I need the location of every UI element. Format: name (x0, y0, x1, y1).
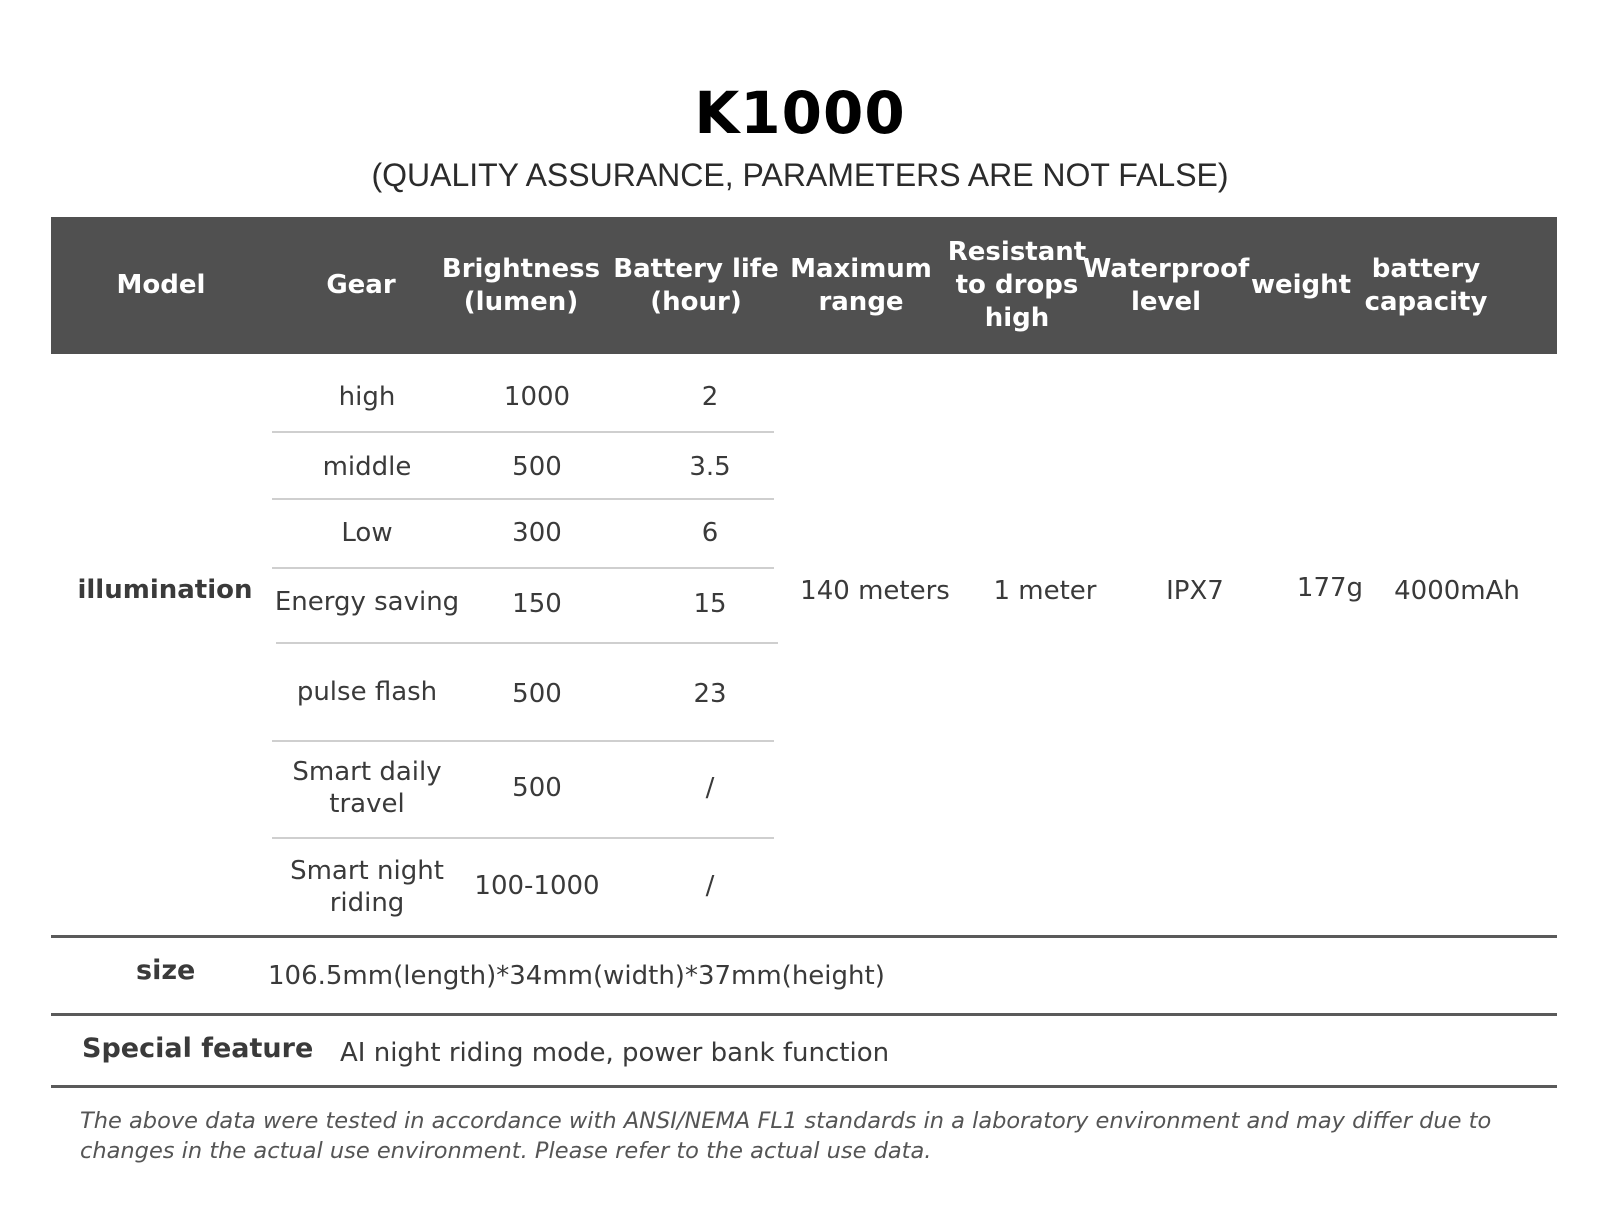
max-range-value: 140 meters (800, 576, 950, 606)
row-divider (272, 740, 774, 742)
row-3-gear: Low (341, 518, 393, 548)
table-divider (51, 1085, 1557, 1088)
row-2-brightness: 500 (512, 452, 562, 482)
battery-capacity-value: 4000mAh (1394, 576, 1520, 606)
header-battery-capacity: battery capacity (1364, 253, 1488, 317)
size-label: size (136, 955, 196, 986)
row-7-battery: / (705, 871, 715, 901)
page-title: K1000 (694, 79, 906, 147)
row-1-gear: high (338, 382, 396, 412)
row-6-brightness: 500 (512, 773, 562, 803)
header-max-range: Maximum range (790, 253, 932, 317)
model-cell: illumination (77, 575, 253, 605)
row-1-brightness: 1000 (503, 382, 571, 412)
header-gear: Gear (326, 270, 396, 300)
row-divider (276, 642, 778, 644)
header-weight: weight (1250, 270, 1352, 300)
table-header (51, 217, 1557, 354)
table-divider (51, 935, 1557, 938)
row-divider (272, 498, 774, 500)
page-subtitle: (QUALITY ASSURANCE, PARAMETERS ARE NOT FALSE) (371, 157, 1229, 193)
row-divider (272, 431, 774, 433)
row-4-battery: 15 (693, 589, 727, 619)
table-divider (51, 1013, 1557, 1016)
header-waterproof: Waterproof level (1082, 253, 1250, 317)
row-5-battery: 23 (693, 679, 727, 709)
row-3-brightness: 300 (512, 518, 562, 548)
waterproof-value: IPX7 (1166, 576, 1224, 606)
header-brightness: Brightness (lumen) (441, 253, 601, 317)
row-divider (272, 567, 774, 569)
row-4-brightness: 150 (512, 589, 562, 619)
row-4-gear: Energy saving (274, 587, 460, 617)
drop-resistance-value: 1 meter (993, 576, 1097, 606)
row-5-brightness: 500 (512, 679, 562, 709)
row-divider (272, 837, 774, 839)
row-7-brightness: 100-1000 (474, 871, 600, 901)
row-2-battery: 3.5 (689, 452, 731, 482)
row-6-gear: Smart daily travel (292, 757, 442, 819)
size-value: 106.5mm(length)*34mm(width)*37mm(height) (268, 961, 885, 991)
row-5-gear: pulse flash (296, 677, 438, 707)
row-3-battery: 6 (701, 518, 719, 548)
special-feature-label: Special feature (82, 1033, 314, 1064)
special-feature-value: AI night riding mode, power bank function (340, 1038, 890, 1068)
row-1-battery: 2 (701, 382, 719, 412)
header-drop-resistance: Resistant to drops high (947, 237, 1087, 333)
header-model: Model (116, 270, 206, 300)
row-2-gear: middle (322, 452, 412, 482)
row-7-gear: Smart night riding (290, 856, 444, 918)
disclaimer-note: The above data were tested in accordance with ANSI/NEMA FL1 standards in a laboratory environment and may differ due to changes in the actual use environment. Please refer to the actual use data. (80, 1108, 1492, 1164)
weight-value: 177g (1296, 573, 1364, 603)
row-6-battery: / (705, 773, 715, 803)
header-battery-life: Battery life (hour) (613, 253, 779, 317)
